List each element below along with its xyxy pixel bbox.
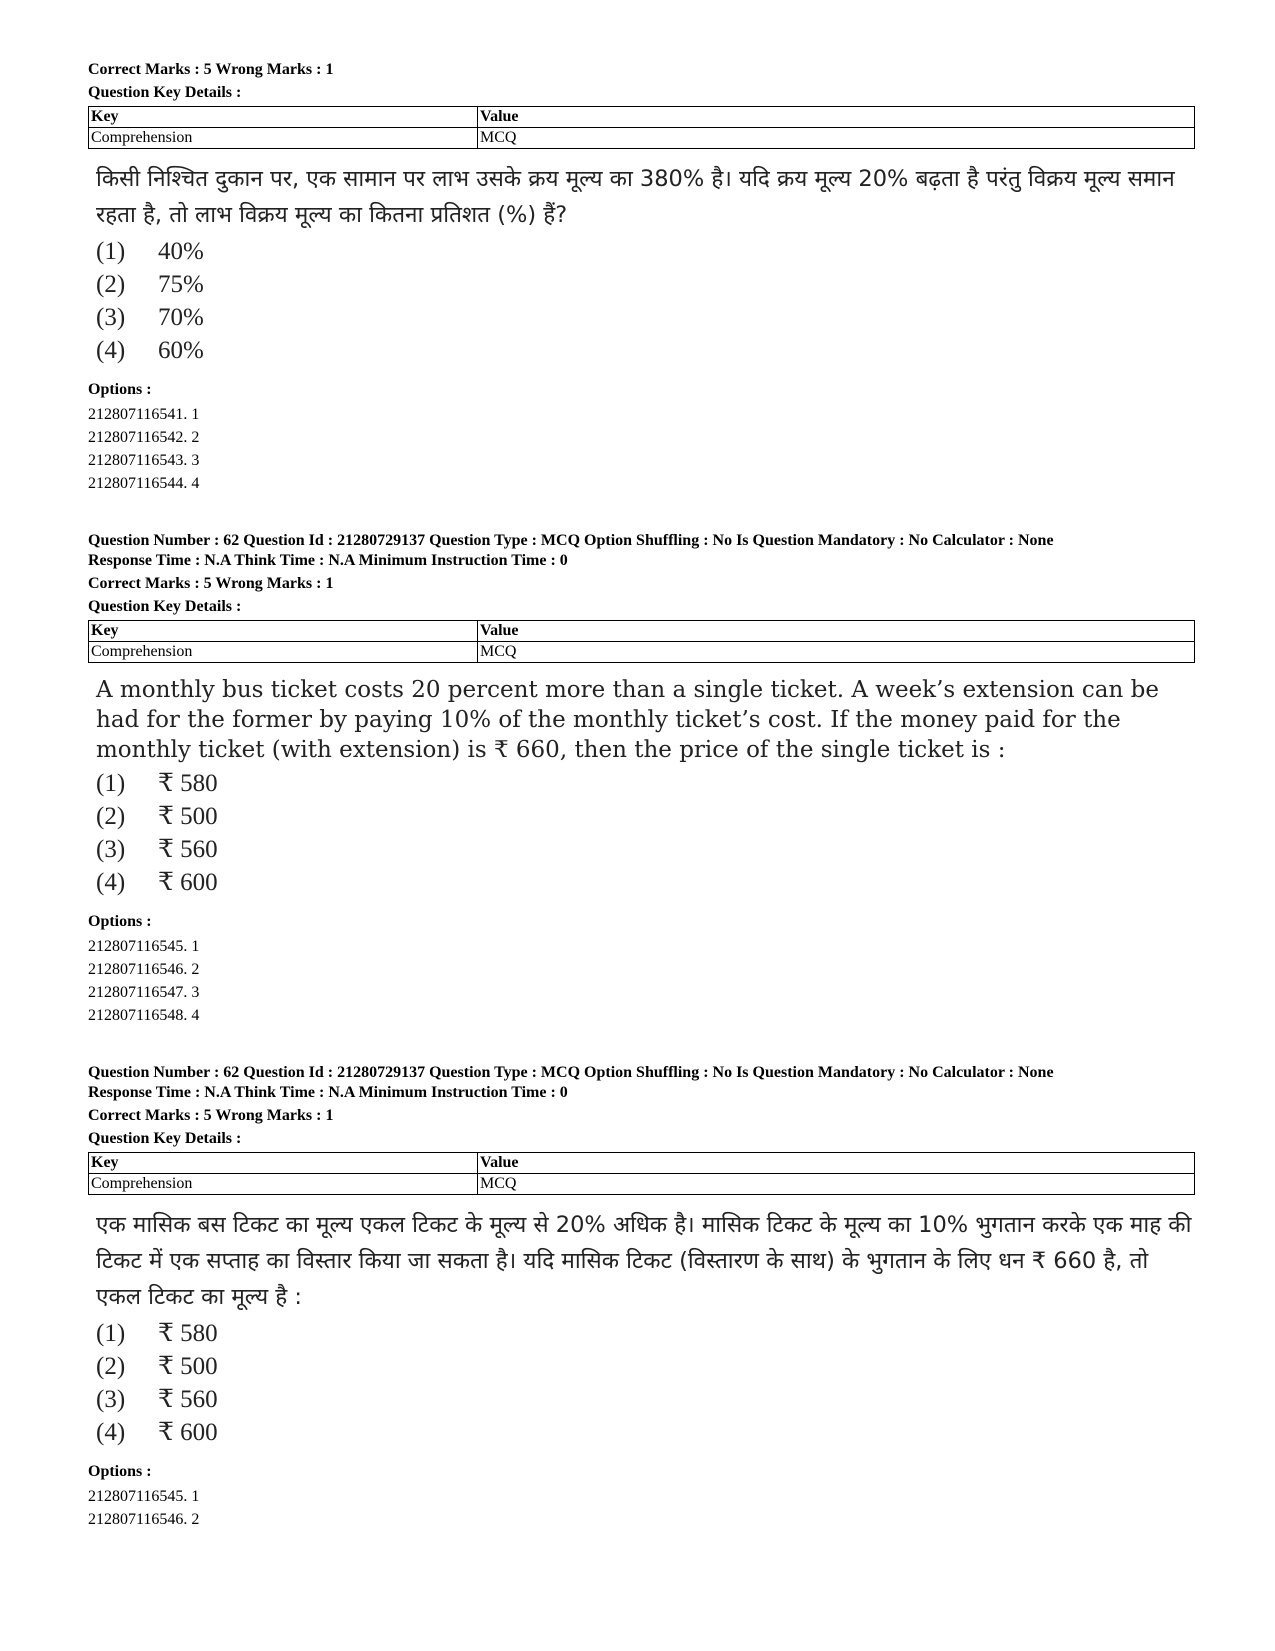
answer-choices — [96, 235, 1198, 367]
choice-item: (1) ₹ 580 — [96, 1320, 218, 1347]
choice-item: (1) 40% — [96, 238, 204, 265]
question-text: A monthly bus ticket costs 20 percent more than a single ticket. A week’s extension can be had for the former by paying 10% of the monthly ticket’s cost. If the money paid for the monthly ticket (with extension) is ₹ 660, then the price of the single ticket is : — [96, 677, 1159, 763]
option-id-row: 212807116546. 2 — [88, 961, 200, 978]
table-header-key: Key — [89, 107, 478, 128]
choice-item: (4) ₹ 600 — [96, 869, 218, 896]
question-block-3 — [88, 1063, 1198, 1531]
response-time-line: Response Time : N.A Think Time : N.A Minimum Instruction Time : 0 — [88, 552, 568, 569]
table-header-key: Key — [89, 621, 478, 642]
key-details-label: Question Key Details : — [88, 598, 242, 615]
question-header: Question Number : 62 Question Id : 21280729137 Question Type : MCQ Option Shuffling : No Is Question Mandatory : No Calculator : None — [88, 1064, 1054, 1081]
key-value-table — [88, 1152, 1195, 1195]
table-cell-key: Comprehension — [89, 128, 478, 149]
choice-item: (2) 75% — [96, 271, 204, 298]
choice-item: (4) 60% — [96, 337, 204, 364]
choice-item: (4) ₹ 600 — [96, 1419, 218, 1446]
choice-item: (2) ₹ 500 — [96, 1353, 218, 1380]
option-id-row: 212807116542. 2 — [88, 429, 200, 446]
choice-item: (2) ₹ 500 — [96, 803, 218, 830]
options-label: Options : — [88, 1463, 152, 1480]
options-label: Options : — [88, 381, 152, 398]
key-details-label: Question Key Details : — [88, 1130, 242, 1147]
question-header: Question Number : 62 Question Id : 21280729137 Question Type : MCQ Option Shuffling : No Is Question Mandatory : No Calculator : None — [88, 532, 1054, 549]
choice-item: (3) ₹ 560 — [96, 1386, 218, 1413]
marks-line: Correct Marks : 5 Wrong Marks : 1 — [88, 61, 334, 78]
table-cell-value: MCQ — [478, 1174, 1195, 1195]
question-text: किसी निश्चित दुकान पर, एक सामान पर लाभ उसके क्रय मूल्य का 380% है। यदि क्रय मूल्य 20% बढ़ता है परंतु विक्रय मूल्य समान रहता है, तो लाभ विक्रय मूल्य का कितना प्रतिशत (%) हैं? — [96, 166, 1175, 228]
document-page — [88, 60, 1198, 1561]
choice-item: (3) ₹ 560 — [96, 836, 218, 863]
option-id-row: 212807116541. 1 — [88, 406, 200, 423]
option-id-row: 212807116546. 2 — [88, 1511, 200, 1528]
answer-choices — [96, 767, 1198, 899]
choice-item: (1) ₹ 580 — [96, 770, 218, 797]
option-id-row: 212807116548. 4 — [88, 1007, 200, 1024]
table-header-key: Key — [89, 1153, 478, 1174]
key-value-table — [88, 106, 1195, 149]
option-id-row: 212807116545. 1 — [88, 938, 200, 955]
table-cell-value: MCQ — [478, 128, 1195, 149]
table-cell-value: MCQ — [478, 642, 1195, 663]
question-block-1 — [88, 60, 1198, 495]
option-id-row: 212807116543. 3 — [88, 452, 200, 469]
question-text: एक मासिक बस टिकट का मूल्य एकल टिकट के मूल्य से 20% अधिक है। मासिक टिकट के मूल्य का 10% भुगतान करके एक माह की टिकट में एक सप्ताह का विस्तार किया जा सकता है। यदि मासिक टिकट (विस्तारण के साथ) के भुगतान के लिए धन ₹ 660 है, तो एकल टिकट का मूल्य है : — [96, 1212, 1192, 1310]
marks-line: Correct Marks : 5 Wrong Marks : 1 — [88, 575, 334, 592]
marks-line: Correct Marks : 5 Wrong Marks : 1 — [88, 1107, 334, 1124]
table-header-value: Value — [478, 621, 1195, 642]
option-id-row: 212807116545. 1 — [88, 1488, 200, 1505]
table-cell-key: Comprehension — [89, 1174, 478, 1195]
answer-choices — [96, 1317, 1198, 1449]
options-label: Options : — [88, 913, 152, 930]
key-details-label: Question Key Details : — [88, 84, 242, 101]
choice-item: (3) 70% — [96, 304, 204, 331]
response-time-line: Response Time : N.A Think Time : N.A Minimum Instruction Time : 0 — [88, 1084, 568, 1101]
key-value-table — [88, 620, 1195, 663]
option-id-row: 212807116544. 4 — [88, 475, 200, 492]
question-block-2 — [88, 531, 1198, 1027]
table-header-value: Value — [478, 107, 1195, 128]
option-id-row: 212807116547. 3 — [88, 984, 200, 1001]
table-header-value: Value — [478, 1153, 1195, 1174]
table-cell-key: Comprehension — [89, 642, 478, 663]
